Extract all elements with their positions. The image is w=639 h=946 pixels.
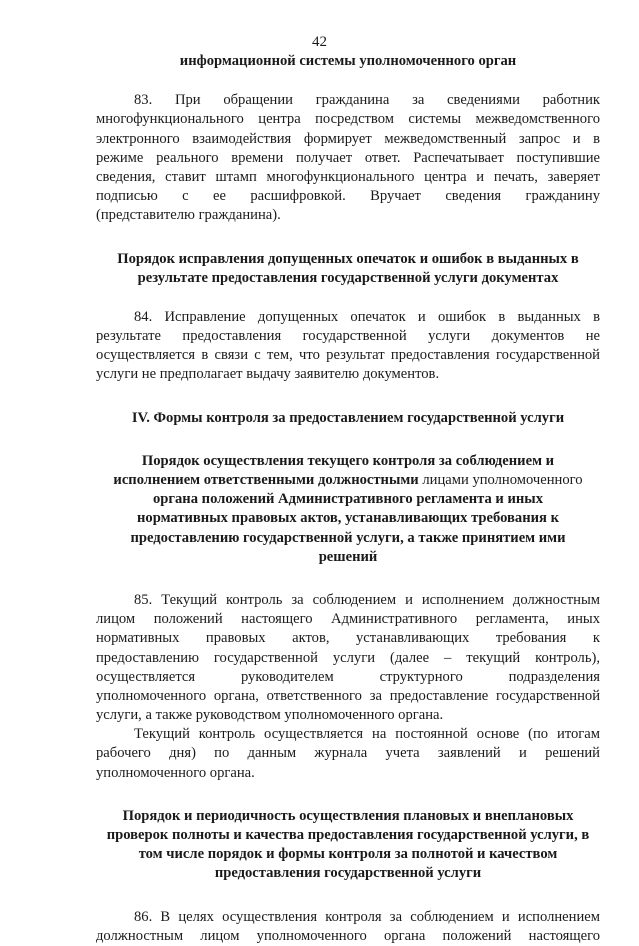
heading-line: Порядок осуществления текущего контроля за соблюдением и [141,452,555,469]
para83-line: многофункционального центра посредством системы межведомственного [96,111,600,128]
heading-line: Порядок исправления допущенных опечаток и ошибок в выданных в [117,250,579,267]
para83-line: сведения, ставит штамп многофункционального центра и печать, заверяет [96,168,600,185]
para83-line: подписью с ее расшифровкой. Вручает сведения гражданину [96,188,600,205]
heading-corrections [96,250,600,288]
para85b-line: Текущий контроль осуществляется на постоянной основе (по итогам [134,726,600,743]
para84-line: результате предоставления государственной услуги документов не [96,328,600,345]
heading-inspections [96,807,600,884]
heading-line: решений [318,548,378,565]
top-heading: информационной системы уполномоченного орган [179,53,517,69]
heading-line: предоставлению государственной услуги, а также принятием ими [130,529,566,546]
para85-line: лицом положений настоящего Административного регламента, иных [96,611,600,628]
para85b-line: рабочего дня) по данным журнала учета заявлений и решений [96,745,600,762]
para84-line: 84. Исправление допущенных опечаток и ошибок в выданных в [134,308,600,325]
para83-line: 83. При обращении гражданина за сведениями работник [134,92,600,109]
para85-line: предоставлению государственной услуги (далее – текущий контроль), [96,649,600,666]
heading-line: Порядок и периодичность осуществления плановых и внеплановых [122,807,574,824]
para86-line: 86. В целях осуществления контроля за соблюдением и исполнением [134,908,600,925]
heading-line: проверок полноты и качества предоставления государственной услуги, в [106,827,590,843]
heading-line: том числе порядок и формы контроля за полнотой и качеством [138,846,558,863]
para86-line: должностным лицом уполномоченного органа положений настоящего [96,927,600,944]
heading-line: результате предоставления государственной услуги документах [137,269,559,286]
paragraph-85 [96,591,600,725]
paragraph-83 [96,91,600,225]
heading-line: органа положений Административного регламента и иных [152,491,544,508]
para85-line: уполномоченного органа, ответственного за предоставление государственной [96,687,600,704]
heading-line: исполнением ответственными должностными лицами уполномоченного [113,472,583,488]
heading-line: предоставления государственной услуги [214,865,482,882]
section-iv-heading: IV. Формы контроля за предоставлением государственной услуги [131,409,565,426]
page-content [96,52,600,946]
heading-line: нормативных правовых актов, устанавливающих требования к [136,510,559,527]
para84-line: осуществляется в связи с тем, что результат предоставления государственной [96,347,600,364]
para85b-line: уполномоченного органа. [96,764,255,781]
page-number: 42 [312,34,327,50]
para84-line: услуги не предполагает выдачу заявителю документов. [96,366,440,383]
para85-line: нормативных правовых актов, устанавливающих требования к [96,630,600,647]
para83-line: (представителю гражданина). [96,207,281,224]
heading-current-control [96,452,600,567]
paragraph-85b [96,725,600,783]
paragraph-86 [96,908,600,946]
para85-line: 85. Текущий контроль за соблюдением и исполнением должностным [134,591,600,608]
para83-line: режиме реального времени получает ответ. Распечатывает поступившие [96,149,600,166]
para85-line: осуществляется руководителем структурного подразделения [96,668,600,685]
paragraph-84 [96,308,600,385]
para85-line: услуги, а также руководством уполномоченного органа. [96,707,444,724]
para83-line: электронного взаимодействия формирует межведомственный запрос и в [96,130,600,147]
